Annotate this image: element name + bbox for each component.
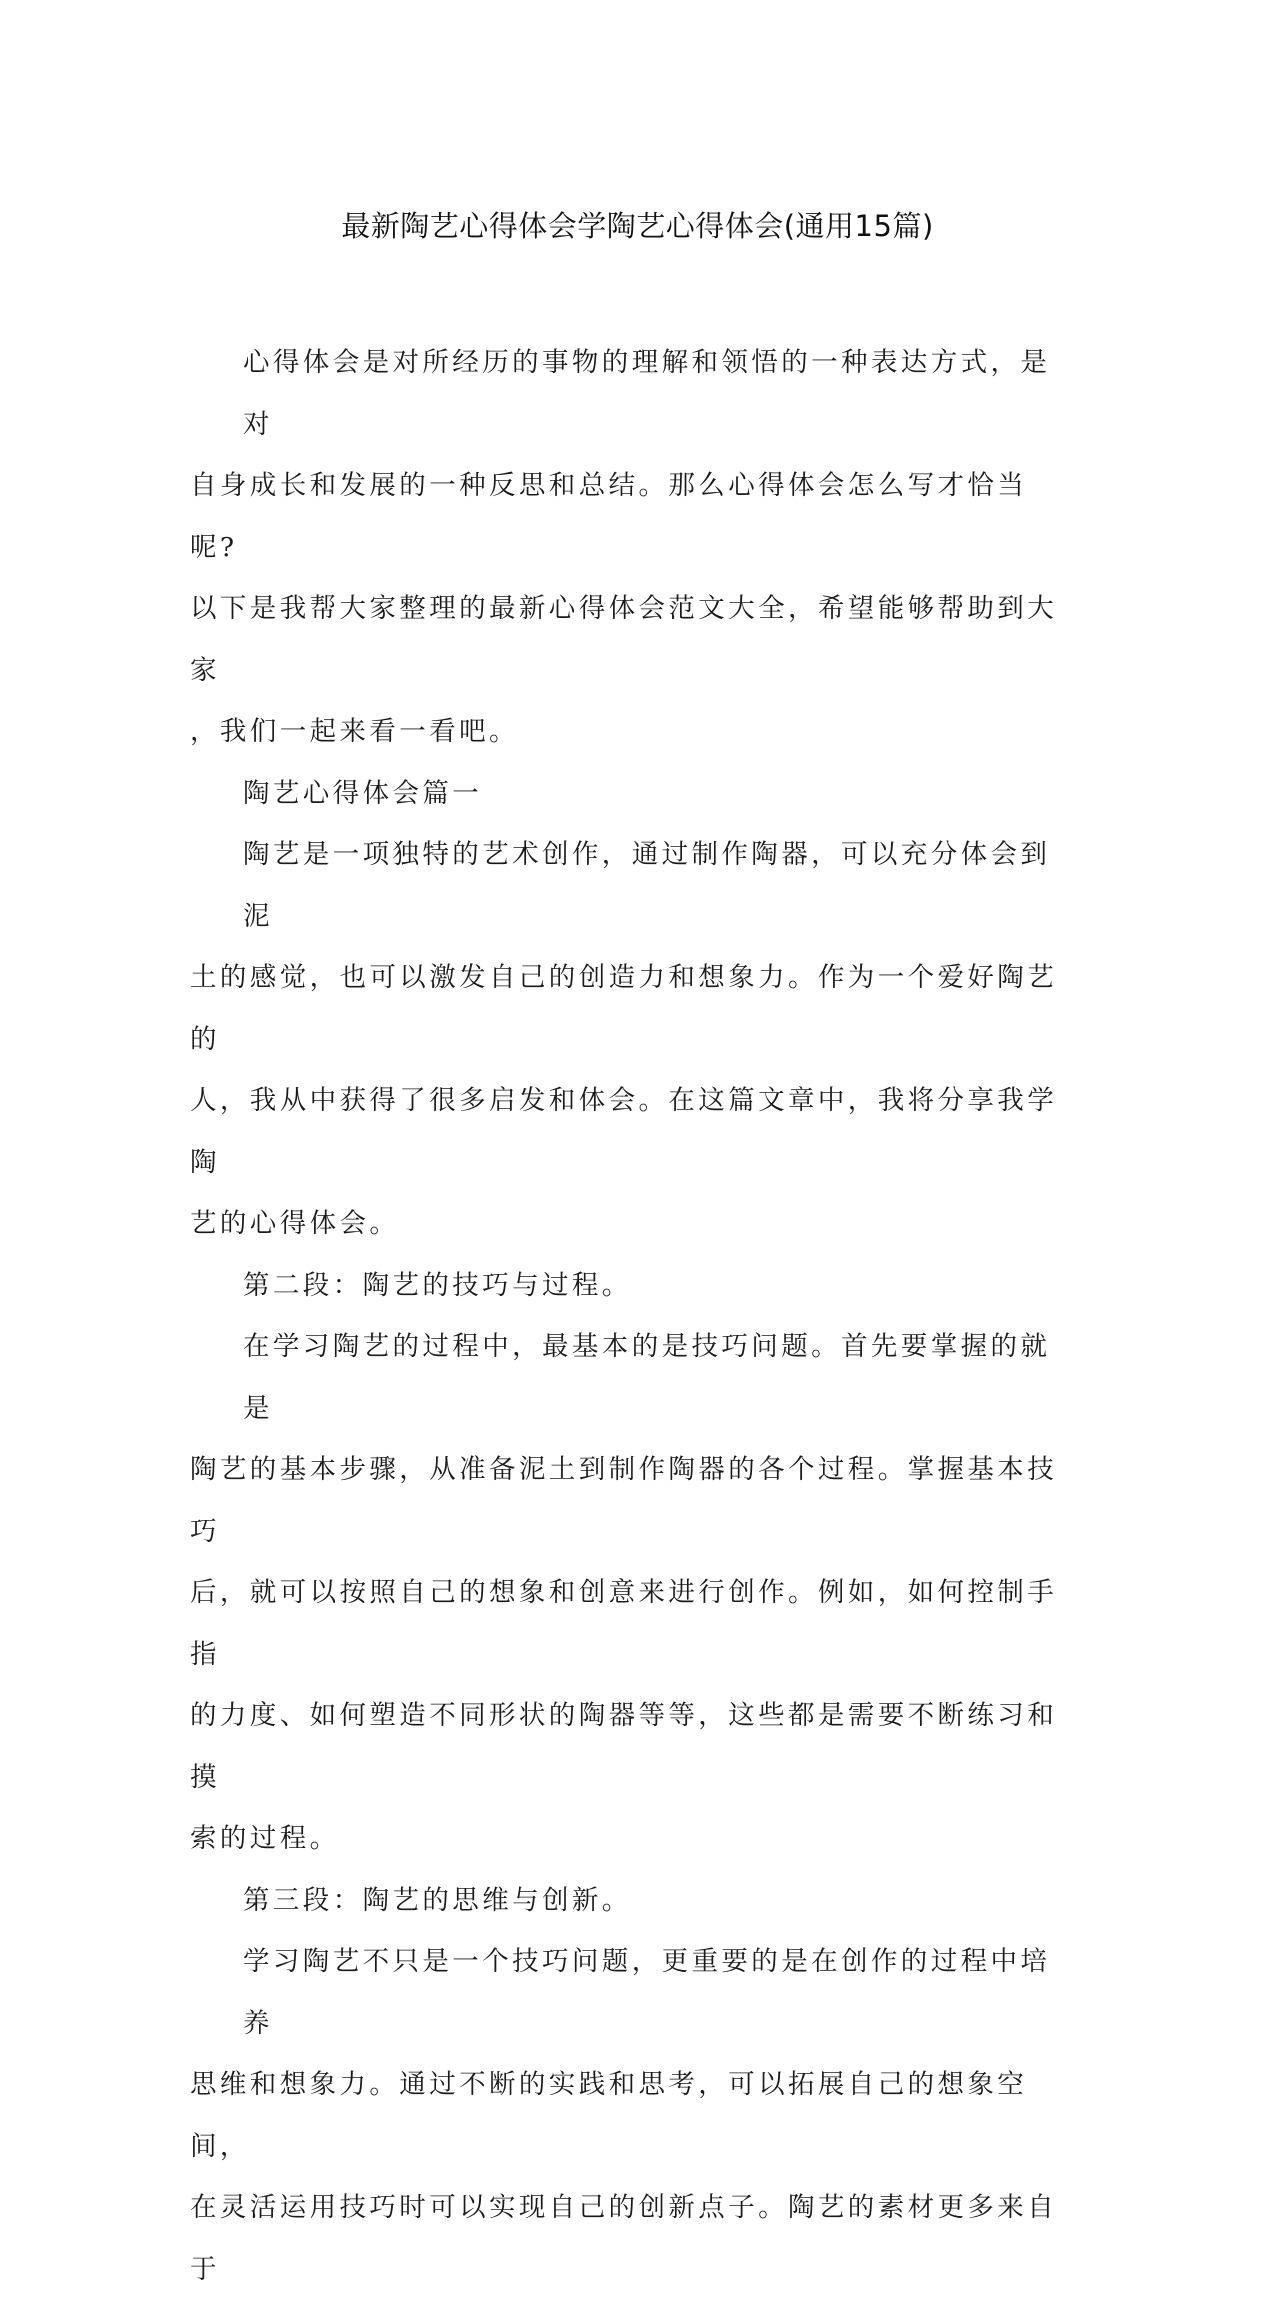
paragraph-part-three	[190, 1931, 1070, 2300]
text-line: 艺的心得体会。	[190, 1208, 400, 1239]
text-line: 土的感觉，也可以激发自己的创造力和想象力。作为一个爱好陶艺的	[190, 962, 1058, 1055]
section-heading-part-three	[190, 1870, 1070, 1932]
section-heading-part-one	[190, 763, 1070, 825]
text-line: ，我们一起来看一看吧。	[190, 716, 519, 747]
text-line: 以下是我帮大家整理的最新心得体会范文大全，希望能够帮助到大家	[190, 593, 1058, 686]
text-line: 自身成长和发展的一种反思和总结。那么心得体会怎么写才恰当呢?	[190, 470, 1028, 563]
text-line: 的力度、如何塑造不同形状的陶器等等，这些都是需要不断练习和摸	[190, 1700, 1058, 1793]
document-body	[190, 332, 1070, 2300]
text-line: 学习陶艺不只是一个技巧问题，更重要的是在创作的过程中培养	[243, 1946, 1051, 2039]
paragraph-part-one	[190, 824, 1070, 1255]
document-title: 最新陶艺心得体会学陶艺心得体会(通用15篇)	[341, 209, 934, 243]
text-line: 心得体会是对所经历的事物的理解和领悟的一种表达方式，是对	[243, 347, 1051, 440]
text-line: 人，我从中获得了很多启发和体会。在这篇文章中，我将分享我学陶	[190, 1085, 1058, 1178]
text-line: 在学习陶艺的过程中，最基本的是技巧问题。首先要掌握的就是	[243, 1331, 1051, 1424]
text-line: 第二段：陶艺的技巧与过程。	[243, 1269, 632, 1301]
text-line: 索的过程。	[190, 1823, 340, 1854]
text-line: 陶艺的基本步骤，从准备泥土到制作陶器的各个过程。掌握基本技巧	[190, 1454, 1058, 1547]
text-line: 陶艺是一项独特的艺术创作，通过制作陶器，可以充分体会到泥	[243, 839, 1051, 932]
section-heading-part-two	[190, 1255, 1070, 1317]
text-line: 陶艺心得体会篇一	[243, 777, 483, 809]
text-line: 思维和想象力。通过不断的实践和思考，可以拓展自己的想象空间，	[190, 2069, 1028, 2162]
text-line: 在灵活运用技巧时可以实现自己的创新点子。陶艺的素材更多来自于	[190, 2192, 1058, 2285]
paragraph-intro	[190, 332, 1070, 763]
text-line: 第三段：陶艺的思维与创新。	[243, 1884, 632, 1916]
text-line: 后，就可以按照自己的想象和创意来进行创作。例如，如何控制手指	[190, 1577, 1058, 1670]
paragraph-part-two	[190, 1316, 1070, 1870]
